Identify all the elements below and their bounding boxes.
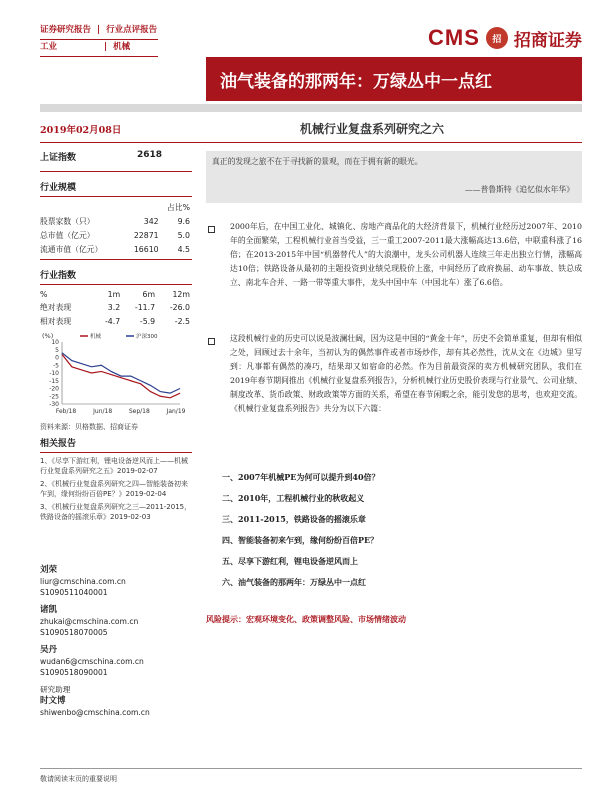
index-row bbox=[40, 150, 162, 163]
epigraph-quote bbox=[206, 151, 582, 203]
divider: | bbox=[97, 25, 101, 35]
subsector: 机械 bbox=[113, 42, 131, 52]
toc-item[interactable]: 一、2007年机械PE为何可以提升到40倍？ bbox=[222, 472, 380, 482]
chart-ytick-label: -20 bbox=[49, 385, 59, 393]
table-row bbox=[40, 228, 190, 242]
table-header-row bbox=[40, 288, 190, 300]
chart-ylabel: (%) bbox=[42, 332, 54, 340]
toc-item[interactable]: 三、2011-2015，铁路设备的摇滚乐章 bbox=[222, 514, 366, 524]
table-cell: 12m bbox=[172, 289, 190, 299]
index-label: 上证指数 bbox=[40, 153, 77, 163]
researcher-email[interactable]: shiwenbo@cmschina.com.cn bbox=[40, 708, 150, 717]
logo-seal-icon: 招 bbox=[486, 27, 508, 49]
analyst-name: 诸凯 bbox=[40, 605, 58, 615]
report-subtitle: 机械行业复盘系列研究之六 bbox=[300, 122, 445, 136]
table-cell: 流通市值（亿元） bbox=[40, 244, 103, 254]
chart-legend-label: 沪深300 bbox=[136, 334, 158, 340]
table-cell: 总市值（亿元） bbox=[40, 230, 95, 240]
analyst-email[interactable]: zhukai@cmschina.com.cn bbox=[40, 617, 139, 626]
analyst bbox=[40, 644, 192, 678]
table-header-row bbox=[40, 200, 190, 214]
chart-ytick-label: 10 bbox=[51, 339, 59, 346]
body-paragraph: 2000年后，在中国工业化、城镇化、房地产商品化的大经济背景下，机械行业经历过2007年、2010年的全面繁荣，工程机械行业首当受益，三一重工2007-2011最大涨幅高达13.6倍，中联重科涨了16倍；在2013-2015年中国“机器替代人”的大浪潮中，龙头公司机器人连续三年走出独立行情，涨幅高达10倍；铁路设备从最初的主题投资到业绩兑现股价上涨，中间经历了政府换届、动车事故、铁总成立、南北车合并、一路一带等重大事件，龙头中国中车（中国北车）涨了6.6倍。 bbox=[230, 222, 582, 287]
table-row bbox=[40, 242, 190, 256]
toc-item[interactable]: 六、油气装备的那两年：万绿丛中一点红 bbox=[222, 577, 366, 587]
table-cell: 3.2 bbox=[107, 302, 121, 312]
chart-legend-label: 机械 bbox=[90, 334, 102, 340]
bullet-icon bbox=[208, 226, 215, 233]
analyst-email[interactable]: liur@cmschina.com.cn bbox=[40, 577, 126, 586]
industry-index-table bbox=[40, 288, 190, 328]
sidebar-rule bbox=[40, 196, 192, 197]
pct-header: 占比% bbox=[166, 202, 190, 212]
analyst bbox=[40, 564, 192, 598]
analyst-email[interactable]: wudan6@cmschina.com.cn bbox=[40, 657, 144, 666]
quote-source: ——普鲁斯特《追忆似水年华》 bbox=[464, 185, 574, 194]
chart-ytick-label: -10 bbox=[49, 370, 59, 377]
chart-xtick-label: Jan/19 bbox=[166, 408, 186, 415]
chart-ytick-label: -30 bbox=[49, 401, 59, 408]
quote-text: 真正的发现之旅不在于寻找新的景观，而在于拥有新的眼光。 bbox=[212, 157, 423, 166]
table-cell: -26.0 bbox=[169, 302, 190, 312]
sector: 工业 bbox=[40, 42, 58, 52]
table-cell: -11.7 bbox=[134, 302, 156, 312]
report-title: 油气装备的那两年：万绿丛中一点红 bbox=[220, 71, 492, 92]
industry-index-heading: 行业指数 bbox=[40, 271, 77, 281]
table-cell: 4.5 bbox=[177, 244, 190, 254]
related-item[interactable]: 1、《尽享下游红利，锂电设备逆风而上——机械行业复盘系列研究之五》2019-02-07 bbox=[40, 457, 188, 475]
chart-xtick-label: Sep/18 bbox=[128, 408, 150, 415]
table-cell: 16610 bbox=[133, 244, 159, 254]
chart-ytick-label: -5 bbox=[53, 362, 59, 370]
table-cell: 相对表现 bbox=[40, 316, 72, 326]
footer-rule bbox=[40, 768, 582, 769]
footer-note: 敬请阅读末页的重要说明 bbox=[40, 775, 117, 783]
title-underline-strip bbox=[40, 104, 582, 112]
analyst-id: S1090518070005 bbox=[40, 628, 108, 637]
researcher bbox=[40, 684, 192, 718]
chart-ytick-label: -15 bbox=[49, 377, 59, 385]
bullet-icon bbox=[208, 338, 215, 345]
report-type: 证券研究报告 bbox=[40, 25, 92, 35]
chart-xtick-label: Jun/18 bbox=[93, 408, 113, 415]
table-row bbox=[40, 314, 190, 328]
related-heading: 相关报告 bbox=[40, 439, 77, 449]
index-chart bbox=[40, 330, 190, 416]
sidebar-rule bbox=[40, 284, 192, 285]
researcher-role: 研究助理 bbox=[40, 685, 71, 694]
chart-ytick-label: -25 bbox=[49, 393, 59, 401]
sidebar-rule bbox=[40, 259, 192, 260]
table-cell: -4.7 bbox=[104, 316, 121, 326]
industry-scale-table bbox=[40, 200, 190, 256]
toc-item[interactable]: 四、智能装备初来乍到，缘何纷纷百倍PE？ bbox=[222, 535, 379, 545]
analyst-list bbox=[40, 564, 192, 718]
table-cell: 342 bbox=[143, 216, 159, 226]
analyst-name: 刘荣 bbox=[40, 565, 58, 575]
logo-cn: 招商证券 bbox=[513, 30, 582, 51]
chart-ytick-label: 0 bbox=[55, 354, 59, 362]
table-row bbox=[40, 214, 190, 228]
chart-xtick-label: Feb/18 bbox=[55, 408, 77, 415]
table-cell: % bbox=[40, 289, 48, 299]
related-list bbox=[40, 456, 192, 522]
source-note: 资料来源：贝格数据、招商证券 bbox=[40, 423, 138, 431]
index-value: 2618 bbox=[136, 150, 162, 160]
table-cell: -5.9 bbox=[139, 316, 156, 326]
sidebar-rule bbox=[40, 452, 192, 453]
sidebar bbox=[40, 150, 192, 718]
chart-series-line bbox=[62, 353, 180, 393]
industry-scale-heading: 行业规模 bbox=[40, 183, 77, 193]
table-cell: 22871 bbox=[133, 230, 159, 240]
related-item[interactable]: 2、《机械行业复盘系列研究之四—智能装备初来乍到，缘何纷纷百倍PE？》2019-02-04 bbox=[40, 480, 188, 498]
logo-cms: CMS bbox=[428, 25, 480, 50]
toc-item[interactable]: 五、尽享下游红利，锂电设备逆风而上 bbox=[222, 556, 358, 566]
header-rule bbox=[40, 39, 158, 40]
table-cell: 股票家数（只） bbox=[40, 216, 95, 226]
table-cell: 5.0 bbox=[177, 230, 190, 240]
table-cell: 9.6 bbox=[177, 216, 190, 226]
chart-ytick-label: 5 bbox=[55, 346, 59, 354]
company-logo bbox=[428, 18, 582, 58]
table-row bbox=[40, 300, 190, 314]
report-title-band bbox=[206, 57, 582, 101]
divider: | bbox=[104, 42, 108, 52]
body-paragraph: 这段机械行业的历史可以说是波澜壮阔，因为这是中国的“黄金十年”，历史不会简单重复，但却有相似之处，回顾过去十余年，当初认为的偶然事件或者市场炒作，却有其必然性，沈从文在《边城》里写到：凡事都有偶然的凑巧，结果却又如宿命的必然。作为目前最资深的卖方机械研究团队，我们在2019年春节期间推出《机械行业复盘系列报告》，分析机械行业历史股价表现与行业景气、公司业绩、制度改革、货币政策、财政政策等方面的关系，希望在春节闲暇之余，能引发您的思考，也欢迎交流。《机械行业复盘系列报告》共分为以下六篇： bbox=[230, 334, 582, 413]
researcher-name: 时文博 bbox=[40, 696, 66, 706]
analyst-name: 吴丹 bbox=[40, 645, 58, 655]
report-subtype: 行业点评报告 bbox=[106, 25, 158, 35]
sidebar-rule bbox=[40, 171, 192, 172]
toc-item[interactable]: 二、2010年，工程机械行业的秋收起义 bbox=[222, 493, 365, 503]
table-cell: -2.5 bbox=[174, 316, 190, 326]
report-date: 2019年02月08日 bbox=[40, 125, 122, 136]
risk-warning: 风险提示：宏观环境变化、政策调整风险、市场情绪波动 bbox=[206, 614, 406, 624]
analyst bbox=[40, 604, 192, 638]
date-rule bbox=[40, 142, 582, 143]
table-cell: 6m bbox=[142, 289, 156, 299]
analyst-id: S1090518090001 bbox=[40, 668, 108, 677]
header-rule bbox=[40, 56, 158, 57]
related-item[interactable]: 3、《机械行业复盘系列研究之三—2011-2015，铁路设备的摇滚乐章》2019-02-03 bbox=[40, 503, 192, 521]
table-cell: 1m bbox=[107, 289, 121, 299]
analyst-id: S1090511040001 bbox=[40, 588, 108, 597]
table-cell: 绝对表现 bbox=[40, 302, 72, 312]
